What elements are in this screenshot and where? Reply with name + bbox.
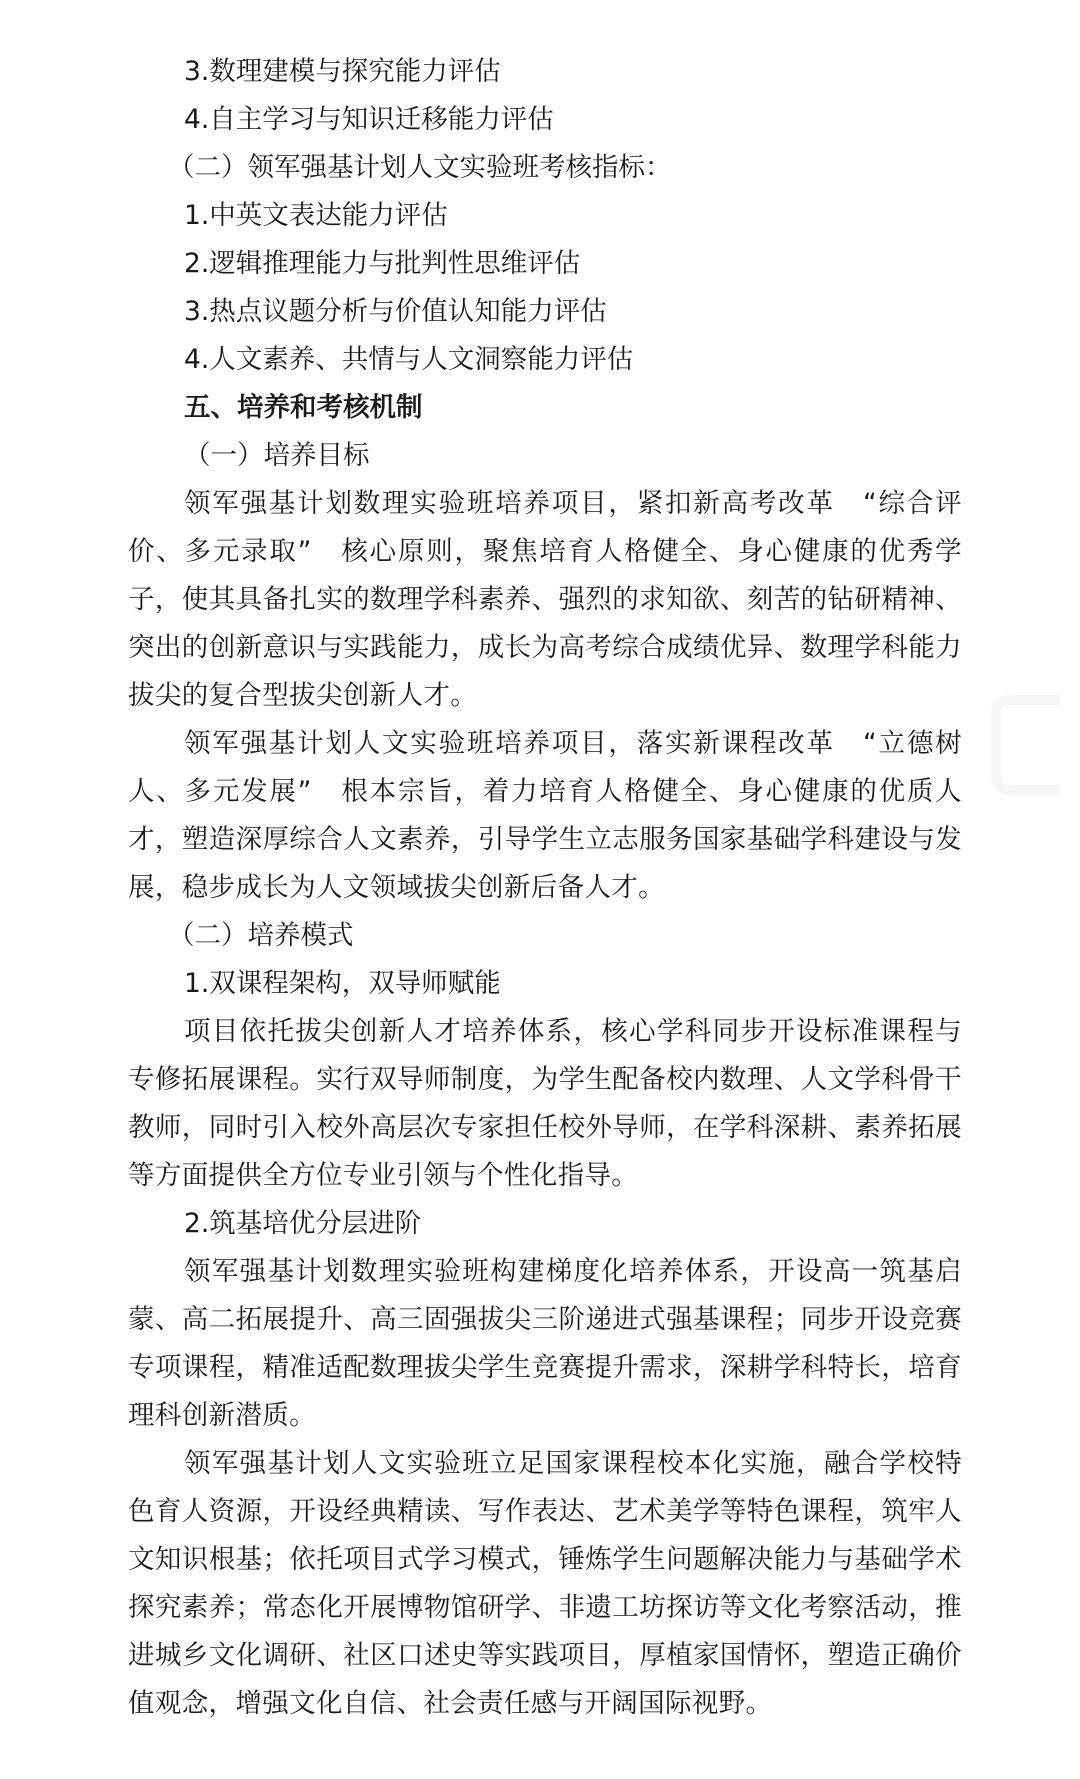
subsection-heading: （一）培养目标	[184, 440, 370, 471]
paragraph: 领军强基计划人文实验班立足国家课程校本化实施，融合学校特色育人资源，开设经典精读、写作表达、艺术美学等特色课程，筑牢人文知识根基；依托项目式学习模式，锤炼学生问题解决能力与基础学术探究素养；常态化开展博物馆研学、非遗工坊探访等文化考察活动，推进城乡文化调研、社区口述史等实践项目，厚植家国情怀，塑造正确价值观念，增强文化自信、社会责任感与开阔国际视野。	[128, 1448, 962, 1719]
watermark-mark	[990, 690, 1080, 800]
list-item: 3.热点议题分析与价值认知能力评估	[184, 296, 607, 327]
section-heading: 五、培养和考核机制	[184, 392, 423, 423]
list-item: 1.双课程架构，双导师赋能	[184, 968, 501, 999]
list-item: 2.筑基培优分层进阶	[184, 1208, 422, 1239]
list-item: 3.数理建模与探究能力评估	[184, 56, 501, 87]
subsection-heading: （二）培养模式	[168, 920, 354, 951]
list-item: 1.中英文表达能力评估	[184, 200, 448, 231]
paragraph: 领军强基计划数理实验班培养项目，紧扣新高考改革 “综合评价、多元录取” 核心原则，聚焦培育人格健全、身心健康的优秀学子，使其具备扎实的数理学科素养、强烈的求知欲、刻苦的钻研精神、突出的创新意识与实践能力，成长为高考综合成绩优异、数理学科能力拔尖的复合型拔尖创新人才。	[128, 488, 962, 711]
document-body	[128, 48, 962, 1728]
subsection-heading: （二）领军强基计划人文实验班考核指标：	[168, 152, 672, 183]
list-item: 4.人文素养、共情与人文洞察能力评估	[184, 344, 634, 375]
list-item: 2.逻辑推理能力与批判性思维评估	[184, 248, 581, 279]
paragraph: 领军强基计划数理实验班构建梯度化培养体系，开设高一筑基启蒙、高二拓展提升、高三固强拔尖三阶递进式强基课程；同步开设竞赛专项课程，精准适配数理拔尖学生竞赛提升需求，深耕学科特长，培育理科创新潜质。	[128, 1256, 962, 1431]
paragraph: 领军强基计划人文实验班培养项目，落实新课程改革 “立德树人、多元发展” 根本宗旨，着力培育人格健全、身心健康的优质人才，塑造深厚综合人文素养，引导学生立志服务国家基础学科建设与发展，稳步成长为人文领域拔尖创新后备人才。	[128, 728, 962, 903]
list-item: 4.自主学习与知识迁移能力评估	[184, 104, 554, 135]
paragraph: 项目依托拔尖创新人才培养体系，核心学科同步开设标准课程与专修拓展课程。实行双导师制度，为学生配备校内数理、人文学科骨干教师，同时引入校外高层次专家担任校外导师，在学科深耕、素养拓展等方面提供全方位专业引领与个性化指导。	[128, 1016, 962, 1191]
